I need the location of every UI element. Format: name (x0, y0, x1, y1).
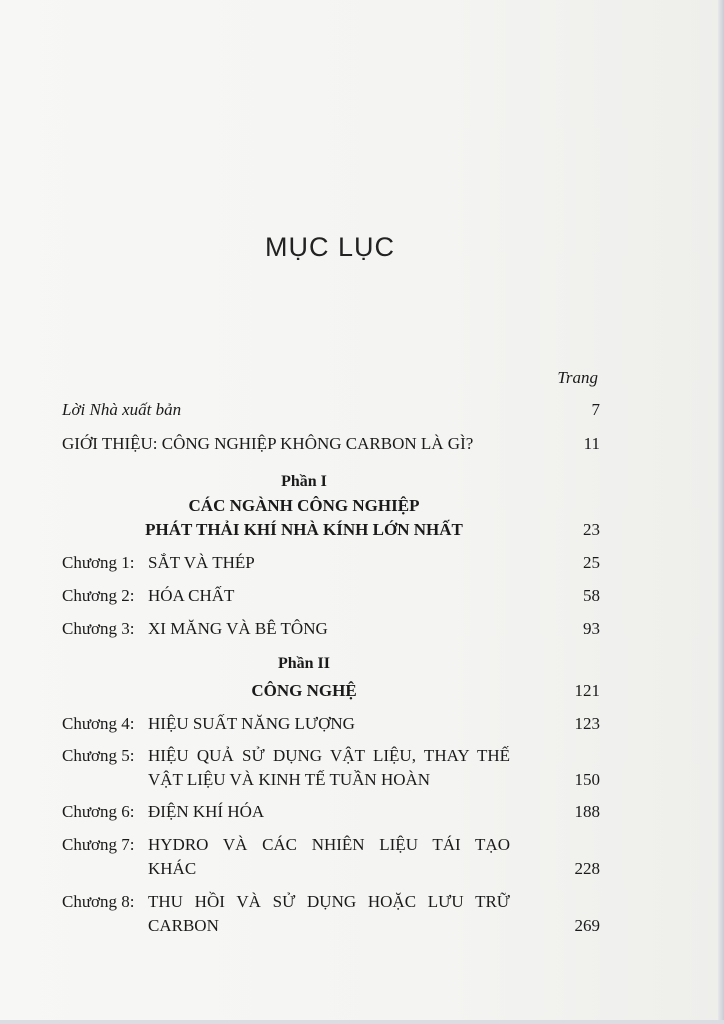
chapter-number: Chương 4: (62, 714, 135, 733)
toc-entry-page: 188 (574, 802, 600, 821)
chapter-number: Chương 5: (62, 746, 135, 765)
toc-entry-page: 93 (583, 619, 600, 638)
chapter-title: ĐIỆN KHÍ HÓA (148, 802, 265, 821)
part-1-number: Phần I (281, 473, 327, 490)
toc-entry-page: 269 (574, 916, 600, 935)
toc-entry-page: 7 (591, 400, 600, 419)
chapter-number: Chương 8: (62, 892, 135, 911)
chapter-title-line1: HIỆU QUẢ SỬ DỤNG VẬT LIỆU, THAY THẾ (148, 746, 510, 765)
toc-entry-page: 58 (583, 586, 600, 605)
toc-entry-label: Lời Nhà xuất bản (62, 400, 182, 419)
page-edge-bottom (0, 1020, 724, 1024)
chapter-number: Chương 7: (62, 835, 135, 854)
part-2-number: Phần II (277, 655, 331, 672)
toc-entry-page: 123 (574, 714, 600, 733)
part-1-page: 23 (583, 520, 600, 539)
toc-entry-page: 11 (583, 434, 600, 453)
chapter-title: HÓA CHẤT (148, 586, 235, 605)
chapter-title-line2: CARBON (148, 916, 219, 935)
toc-title: MỤC LỤC (264, 232, 395, 262)
part-1-title-line1: CÁC NGÀNH CÔNG NGHIỆP (188, 496, 420, 515)
toc-entry-page: 25 (583, 553, 600, 572)
chapter-title-line2: KHÁC (148, 859, 197, 878)
chapter-title-line2: VẬT LIỆU VÀ KINH TẾ TUẦN HOÀN (148, 770, 431, 789)
chapter-number: Chương 2: (62, 586, 135, 605)
part-2-page: 121 (574, 681, 600, 700)
chapter-title: XI MĂNG VÀ BÊ TÔNG (148, 619, 328, 638)
chapter-title: SẮT VÀ THÉP (148, 553, 255, 572)
toc-entry-page: 150 (574, 770, 600, 789)
chapter-title-line1: HYDRO VÀ CÁC NHIÊN LIỆU TÁI TẠO (148, 835, 510, 854)
part-2-title: CÔNG NGHỆ (251, 681, 357, 700)
page-column-header: Trang (557, 368, 598, 387)
chapter-number: Chương 3: (62, 619, 135, 638)
chapter-title: HIỆU SUẤT NĂNG LƯỢNG (148, 714, 355, 733)
part-1-title-line2: PHÁT THẢI KHÍ NHÀ KÍNH LỚN NHẤT (145, 520, 463, 539)
chapter-number: Chương 1: (62, 553, 135, 572)
page-edge-right (718, 0, 724, 1024)
chapter-title-line1: THU HỒI VÀ SỬ DỤNG HOẶC LƯU TRỮ (148, 892, 510, 911)
toc-entry-page: 228 (574, 859, 600, 878)
toc-entry-label: GIỚI THIỆU: CÔNG NGHIỆP KHÔNG CARBON LÀ GÌ? (62, 434, 474, 453)
chapter-number: Chương 6: (62, 802, 135, 821)
